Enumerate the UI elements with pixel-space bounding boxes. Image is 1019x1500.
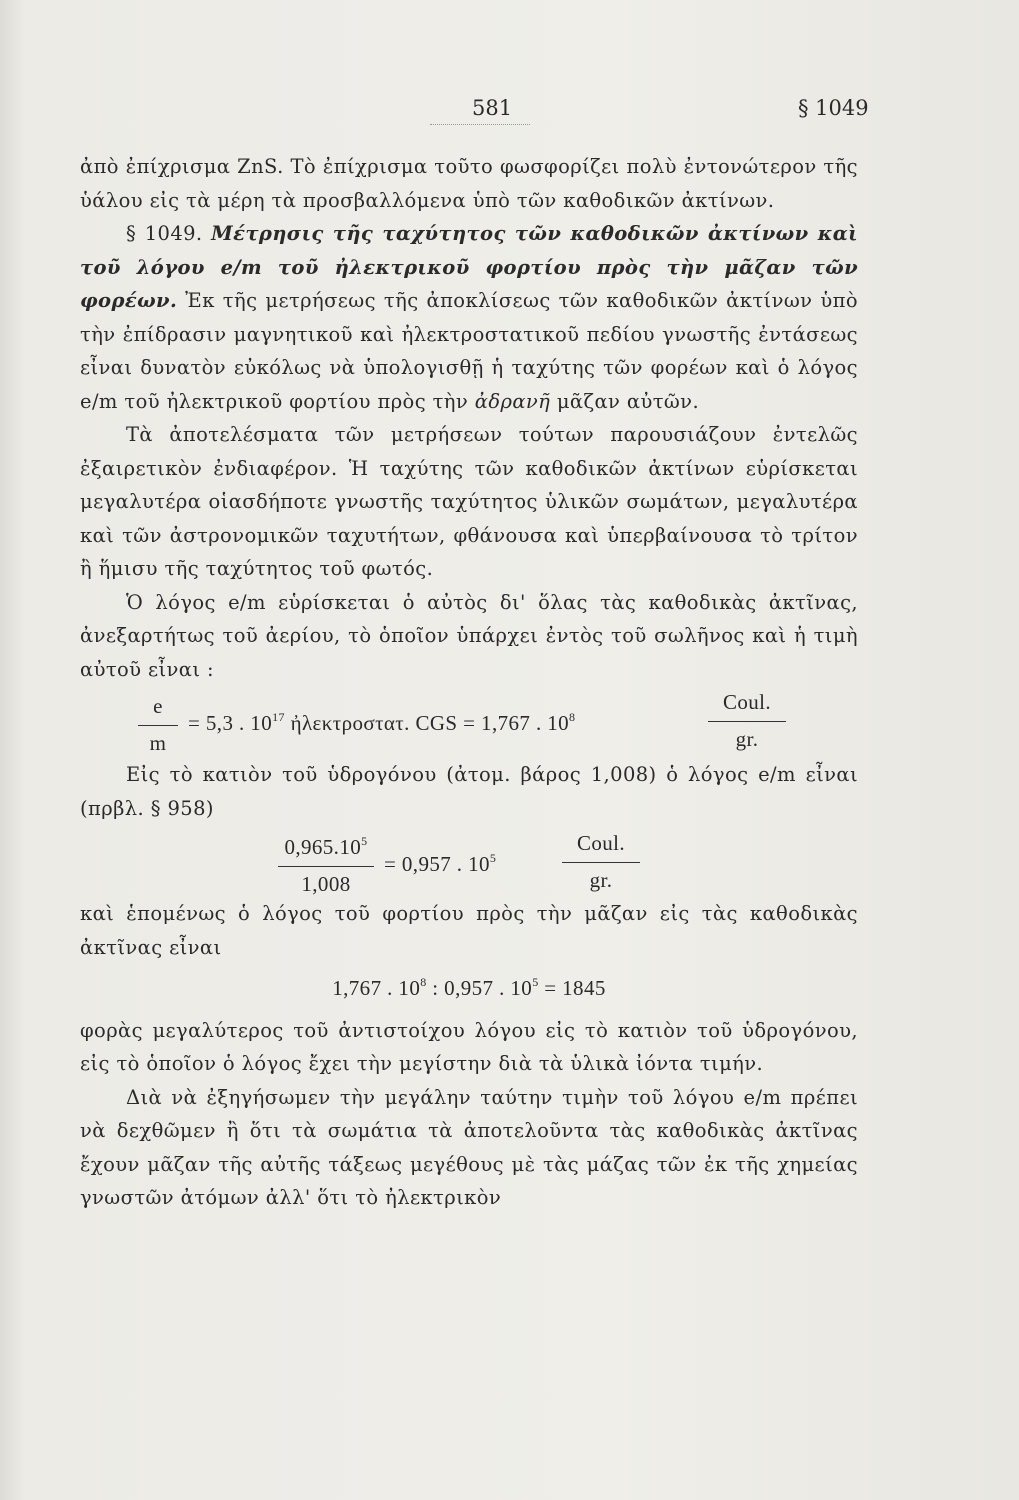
formula-e-over-m <box>80 686 858 758</box>
section-text: Ἐκ τῆς μετρήσεως τῆς ἀποκλίσεως τῶν καθοδικῶν ἀκτίνων ὑπὸ τὴν ἐπίδρασιν μαγνητικοῦ καὶ ἠλεκτροστατικοῦ πεδίου γνωστῆς ἐντάσεως εἶναι δυνατὸν εὐκόλως νὰ ὑπολογισθῇ ἡ ταχύτης τῶν φορέων καὶ ὁ λόγος e/m τοῦ ἠλεκτρικοῦ φορτίου πρὸς τὴν <box>80 289 858 413</box>
page-number: 581 <box>472 96 513 120</box>
paragraph-3: Τὰ ἀποτελέσματα τῶν μετρήσεων τούτων παρουσιάζουν ἐντελῶς ἐξαιρετικὸν ἐνδιαφέρον. Ἡ ταχύτης τῶν καθοδικῶν ἀκτίνων εὑρίσκεται μεγαλυτέρα οἱασδήποτε γνωστῆς ταχύτητος ὑλικῶν σωμάτων, μεγαλυτέρα καὶ τῶν ἀστρονομικῶν ταχυτήτων, φθάνουσα καὶ ὑπερβαίνουσα τὸ τρίτον ἢ ἥμισυ τῆς ταχύτητος τοῦ φωτός. <box>80 423 858 580</box>
section-heading: Μέτρησις τῆς ταχύτητος τῶν καθοδικῶν ἀκτίνων καὶ τοῦ λόγου e/m τοῦ ἠλεκτρικοῦ φορτίου πρὸς τὴν μᾶζαν τῶν φορέων. <box>80 222 858 312</box>
paragraph-5: Εἰς τὸ κατιὸν τοῦ ὑδρογόνου (ἀτομ. βάρος 1,008) ὁ λόγος e/m εἶναι (πρβλ. § 958) <box>80 763 858 820</box>
page-number-rule <box>430 124 530 125</box>
paragraph-1: ἀπὸ ἐπίχρισμα ZnS. Τὸ ἐπίχρισμα τοῦτο φωσφορίζει πολὺ ἐντονώτερον τῆς ὑάλου εἰς τὰ μέρη τὰ προσβαλλόμενα ὑπὸ τῶν καθοδικῶν ἀκτίνων. <box>80 155 858 212</box>
section-number: § 1049. <box>126 222 203 245</box>
formula-ratio: 1,767 . $10^8$ : 0,957 . $10^5 = 1845$ <box>332 975 606 1000</box>
running-header <box>0 96 1019 126</box>
formula-value: = 5,3 . $10^{17}$ ἠλεκτροστατ. CGS = 1,767 . $10^8$ <box>188 710 576 735</box>
paragraph-8: Διὰ νὰ ἐξηγήσωμεν τὴν μεγάλην ταύτην τιμὴν τοῦ λόγου e/m πρέπει νὰ δεχθῶμεν ἢ ὅτι τὰ σωμάτια τὰ ἀποτελοῦντα τὰς καθοδικὰς ἀκτῖνας ἔχουν μᾶζαν τῆς αὐτῆς τάξεως μεγέθους μὲ τὰς μάζας τῶν ἐκ τῆς χημείας γνωστῶν ἀτόμων ἀλλ' ὅτι τὸ ἠλεκτρικὸν <box>80 1085 858 1209</box>
italic-word: ἀδρανῆ <box>474 389 551 413</box>
formula-hydrogen-value: = 0,957 . $10^5$ <box>384 851 497 876</box>
fraction-coul-gr-2: Coul. gr. <box>562 827 640 897</box>
body-text <box>80 150 858 1215</box>
fraction-coul-gr: Coul. gr. <box>708 686 786 756</box>
fraction-hydrogen: 0,965.10$^5$ 1,008 <box>278 831 374 901</box>
fraction-e-m: e m <box>138 690 178 760</box>
section-text-end: μᾶζαν αὐτῶν. <box>556 389 700 413</box>
paragraph-4: Ὁ λόγος e/m εὑρίσκεται ὁ αὐτὸς δι' ὅλας τὰς καθοδικὰς ἀκτῖνας, ἀνεξαρτήτως τοῦ ἀερίου, τὸ ὁποῖον ὑπάρχει ἐντὸς τοῦ σωλῆνος καὶ ἡ τιμὴ αὐτοῦ εἶναι : <box>80 590 858 681</box>
formula-hydrogen <box>80 825 858 897</box>
paragraph-7: φορὰς μεγαλύτερος τοῦ ἀντιστοίχου λόγου εἰς τὸ κατιὸν τοῦ ὑδρογόνου, εἰς τὸ ὁποῖον ὁ λόγος ἔχει τὴν μεγίστην διὰ τὰ ὑλικὰ ἰόντα τιμήν. <box>80 1018 858 1075</box>
paragraph-section-1049 <box>80 217 858 418</box>
section-reference: § 1049 <box>798 96 869 120</box>
paragraph-6: καὶ ἑπομένως ὁ λόγος τοῦ φορτίου πρὸς τὴν μᾶζαν εἰς τὰς καθοδικὰς ἀκτῖνας εἶναι <box>80 902 858 959</box>
